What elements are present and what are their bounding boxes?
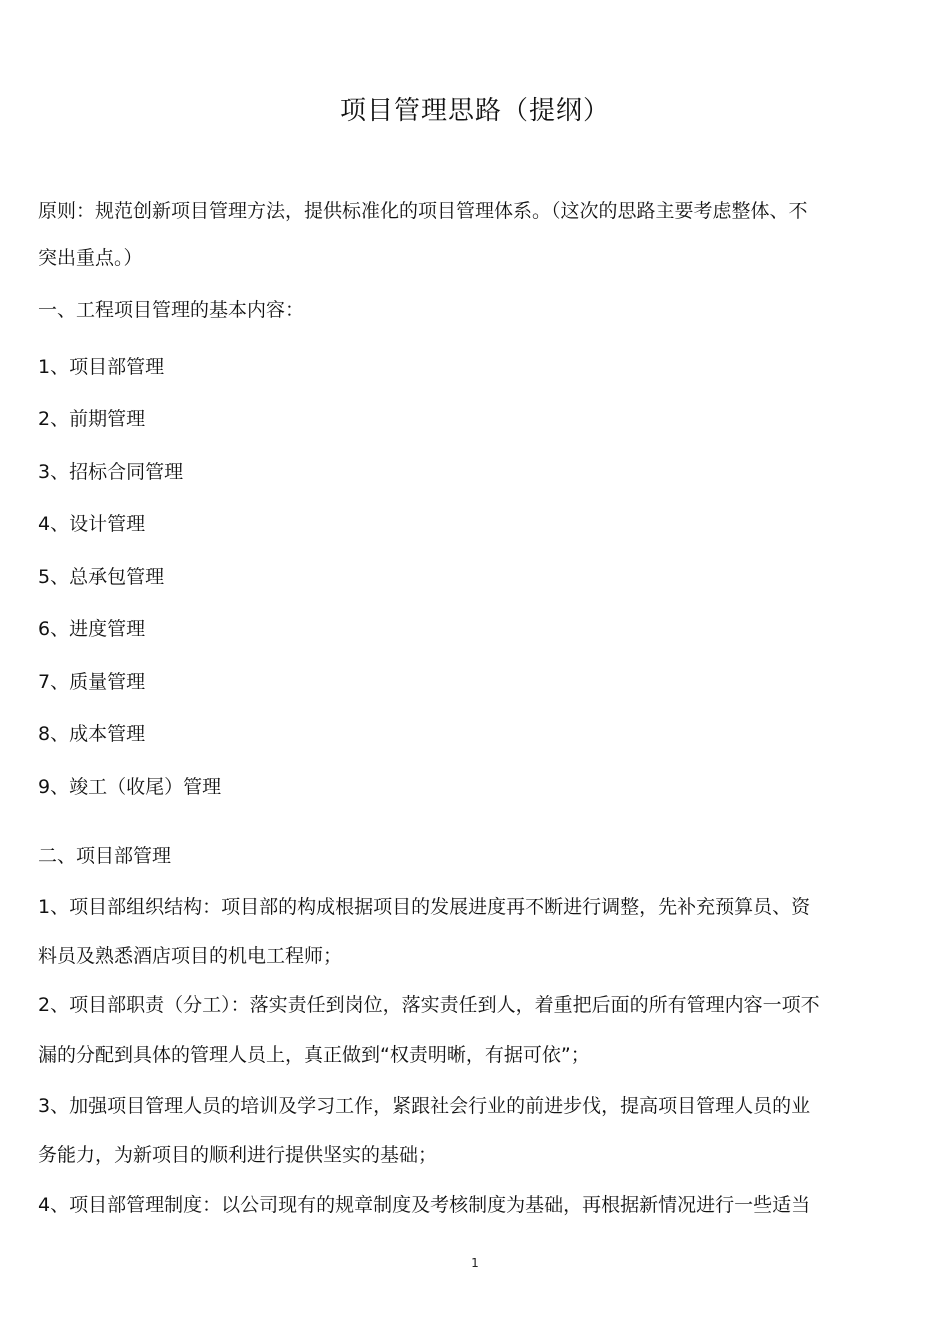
principle-line: 突出重点。）: [38, 247, 143, 269]
list-item: 9、竣工（收尾）管理: [38, 776, 222, 798]
paragraph-line: 漏的分配到具体的管理人员上，真正做到“权责明晰，有据可依”；: [38, 1044, 590, 1066]
list-item: 8、成本管理: [38, 723, 146, 745]
paragraph-line: 2、项目部职责（分工）：落实责任到岗位，落实责任到人，着重把后面的所有管理内容一项不: [38, 994, 820, 1016]
section-heading: 二、项目部管理: [38, 845, 172, 867]
paragraph-line: 3、加强项目管理人员的培训及学习工作，紧跟社会行业的前进步伐，提高项目管理人员的业: [38, 1095, 811, 1117]
page-number: 1: [471, 1256, 479, 1270]
paragraph-line: 4、项目部管理制度：以公司现有的规章制度及考核制度为基础，再根据新情况进行一些适当: [38, 1194, 811, 1216]
paragraph-line: 务能力，为新项目的顺利进行提供坚实的基础；: [38, 1144, 438, 1166]
list-item: 7、质量管理: [38, 671, 146, 693]
paragraph-line: 1、项目部组织结构：项目部的构成根据项目的发展进度再不断进行调整，先补充预算员、资: [38, 896, 811, 918]
list-item: 5、总承包管理: [38, 566, 165, 588]
list-item: 1、项目部管理: [38, 356, 165, 378]
section-heading: 一、工程项目管理的基本内容：: [38, 299, 305, 321]
list-item: 2、前期管理: [38, 408, 146, 430]
list-item: 6、进度管理: [38, 618, 146, 640]
document-title: 项目管理思路（提纲）: [339, 96, 610, 126]
list-item: 4、设计管理: [38, 513, 146, 535]
list-item: 3、招标合同管理: [38, 461, 184, 483]
paragraph-line: 料员及熟悉酒店项目的机电工程师；: [38, 945, 343, 967]
principle-line: 原则：规范创新项目管理方法，提供标准化的项目管理体系。（这次的思路主要考虑整体、不: [38, 200, 808, 222]
